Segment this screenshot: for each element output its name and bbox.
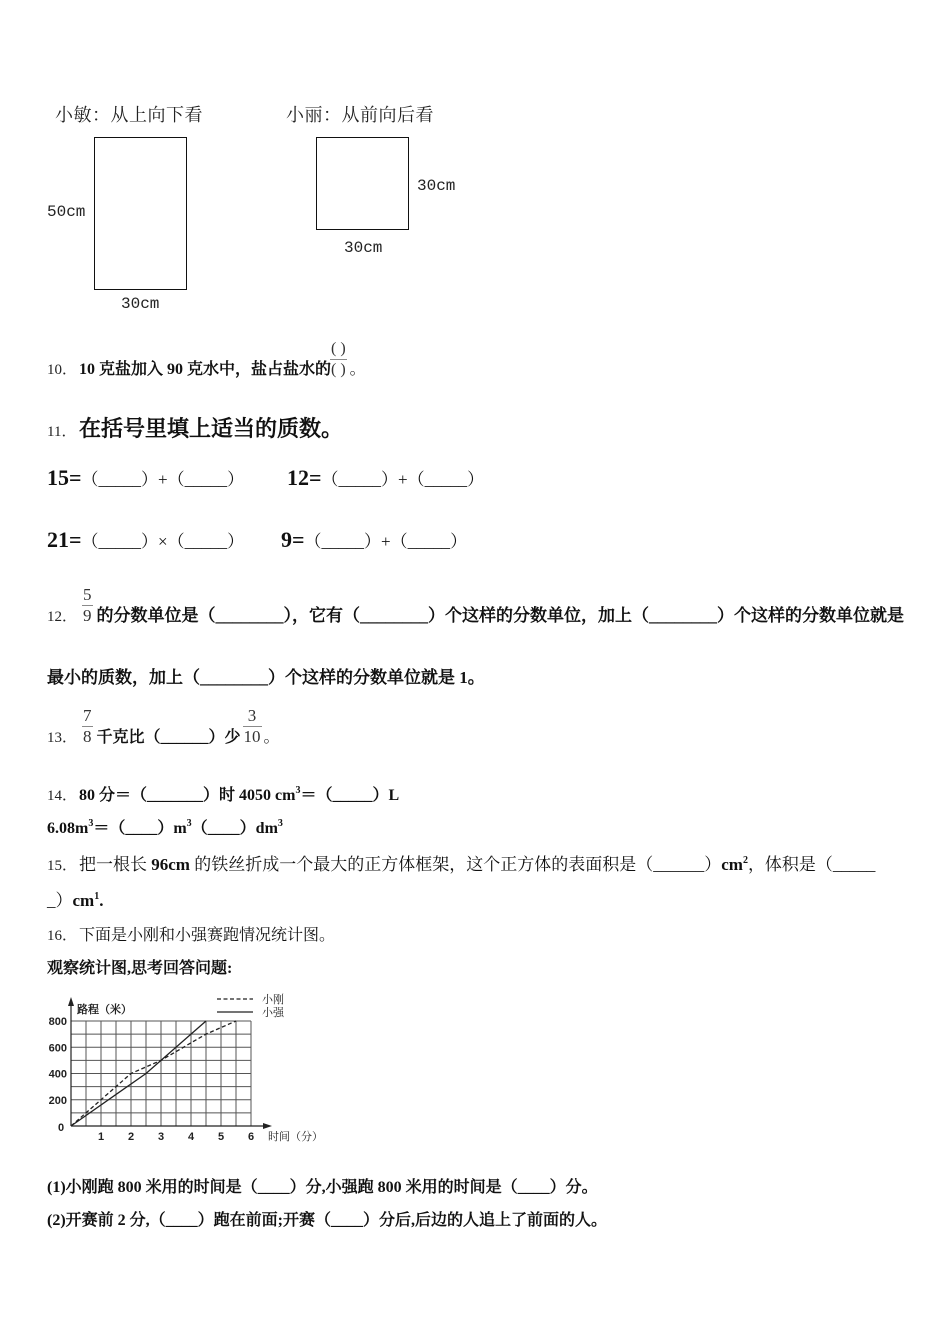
text-segment: ＝（_____）L	[300, 787, 400, 804]
front-view-height-label: 30cm	[417, 177, 456, 195]
fraction-numerator: 7	[83, 706, 92, 725]
superscript: 3	[186, 818, 192, 829]
equation-lhs: 12=	[287, 465, 322, 490]
equation-lhs: 15=	[47, 465, 82, 490]
equation-15	[47, 464, 244, 495]
question-text: 下面是小刚和小强赛跑情况统计图。	[79, 927, 336, 944]
question-15-line-1	[47, 853, 875, 878]
equation-12	[287, 464, 484, 495]
superscript: 3	[88, 818, 94, 829]
question-text: 10 克盐加入 90 克水中，盐占盐水的	[79, 361, 332, 378]
question-12-line-2	[47, 666, 485, 690]
equation-lhs: 21=	[47, 527, 82, 552]
question-14-line-2	[47, 817, 283, 841]
text-segment: ，体积是（_____	[747, 855, 876, 874]
fraction-7-8	[83, 706, 92, 747]
text-segment: 6.08m	[47, 820, 89, 837]
text-segment: 把一根长	[79, 855, 152, 874]
question-number: 14．	[47, 788, 78, 804]
top-view-caption: 小敏：从上向下看	[55, 105, 203, 125]
y-tick-label: 200	[48, 1094, 67, 1107]
equation-blanks: （_____）+（_____）	[321, 470, 485, 489]
unit: cm	[721, 855, 743, 874]
top-view-rectangle	[94, 137, 187, 290]
y-tick-label: 800	[48, 1016, 67, 1028]
period: 。	[345, 361, 366, 378]
y-axis-arrow-icon	[68, 997, 74, 1006]
fraction-3-10	[243, 706, 261, 747]
front-view-square	[316, 137, 409, 230]
text-segment: （____）dm	[191, 820, 278, 837]
x-tick-label: 3	[157, 1131, 165, 1143]
fraction-numerator: 3	[243, 707, 262, 727]
x-tick-label: 1	[97, 1131, 105, 1143]
fraction-denominator: 9	[83, 606, 92, 625]
equation-blanks: （_____）×（_____）	[81, 532, 245, 551]
question-15-line-2	[47, 889, 103, 913]
text-segment: 96cm	[151, 855, 190, 874]
question-text	[47, 820, 283, 837]
x-tick-label: 4	[187, 1131, 195, 1143]
question-text: 的分数单位是（________），它有（________）个这样的分数单位，加上（________）个这样的分数单位就是	[96, 606, 904, 625]
question-number: 11．	[47, 424, 77, 440]
equation-9	[281, 526, 467, 557]
fraction-denominator: 10	[243, 727, 261, 746]
text-segment: .	[99, 891, 104, 910]
question-10	[47, 340, 366, 382]
fraction-numerator: ( )	[330, 340, 347, 360]
question-title: 在括号里填上适当的质数。	[79, 416, 344, 441]
question-number: 16．	[47, 928, 78, 944]
question-number: 12．	[47, 609, 78, 625]
text-segment: 的铁丝折成一个最大的正方体框架，这个正方体的表面积是（______）	[189, 855, 722, 874]
superscript: 3	[295, 785, 301, 796]
x-tick-label: 5	[217, 1131, 225, 1143]
question-text: 千克比（______）少	[96, 729, 241, 746]
superscript: 1	[94, 891, 100, 902]
question-text-continued: 最小的质数，加上（________）个这样的分数单位就是 1。	[47, 668, 485, 687]
question-number: 10．	[47, 362, 78, 378]
sub-question-1: (1)小刚跑 800 米用的时间是（____）分,小强跑 800 米用的时间是（____）分。	[47, 1179, 598, 1196]
question-text	[79, 787, 399, 804]
x-tick-label: 6	[247, 1131, 255, 1143]
front-view-width-label: 30cm	[344, 239, 383, 257]
equation-blanks: （_____）+（_____）	[81, 470, 245, 489]
x-tick-label: 2	[127, 1131, 135, 1143]
question-11	[47, 415, 343, 446]
question-12-line-1	[47, 585, 904, 629]
fraction-denominator: 8	[83, 727, 92, 746]
y-tick-label: 400	[48, 1068, 67, 1081]
sub-question-2: (2)开赛前 2 分,（____）跑在前面;开赛（____）分后,后边的人追上了前面的人。	[47, 1212, 607, 1229]
question-number: 15．	[47, 858, 78, 874]
front-view-caption: 小丽：从前向后看	[286, 105, 434, 125]
legend-label-0: 小刚	[262, 994, 284, 1006]
top-view-width-label: 30cm	[121, 295, 160, 313]
unit: cm	[72, 891, 95, 910]
legend-label-1: 小强	[262, 1007, 284, 1019]
x-axis-arrow-icon	[263, 1123, 272, 1129]
equation-21	[47, 526, 244, 557]
y-axis-label: 路程（米）	[77, 1004, 132, 1016]
superscript: 2	[742, 855, 748, 866]
question-16-instruction: 观察统计图,思考回答问题:	[47, 960, 233, 977]
fraction-5-9	[83, 585, 92, 626]
fraction-blank	[331, 340, 346, 380]
question-13	[47, 706, 280, 750]
fraction-denominator: ( )	[331, 361, 346, 378]
text-segment: 80 分＝（_______）时 4050 cm	[79, 787, 296, 804]
race-line-chart	[40, 990, 330, 1150]
fraction-numerator: 5	[83, 585, 92, 604]
superscript: 3	[277, 818, 283, 829]
equation-lhs: 9=	[281, 527, 305, 552]
text-segment: _）	[47, 891, 73, 910]
x-axis-label: 时间（分）	[268, 1131, 323, 1143]
question-number: 13．	[47, 730, 78, 746]
question-16	[47, 924, 335, 948]
top-view-height-label: 50cm	[47, 203, 86, 221]
equation-blanks: （_____）+（_____）	[304, 532, 468, 551]
period: 。	[263, 729, 280, 746]
origin-label: 0	[57, 1122, 65, 1134]
question-14-line-1	[47, 784, 399, 808]
text-segment: ＝（____）m	[93, 820, 187, 837]
y-tick-label: 600	[48, 1042, 67, 1055]
